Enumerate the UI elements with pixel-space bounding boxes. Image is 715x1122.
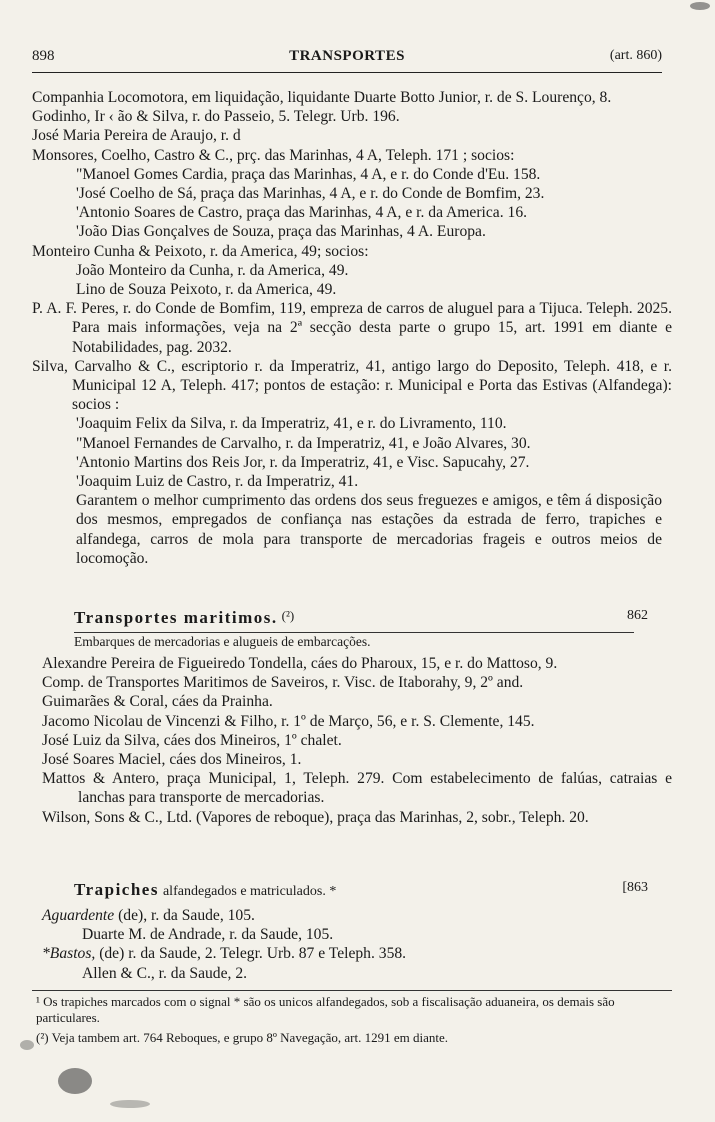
- section-rule: [74, 632, 634, 633]
- partner: 'Joaquim Felix da Silva, r. da Imperatriz, 41, e r. do Livramento, 110.: [76, 415, 507, 433]
- entry: Godinho, Ir ‹ ão & Silva, r. do Passeio, 5. Telegr. Urb. 196.: [32, 108, 400, 126]
- partner: Lino de Souza Peixoto, r. da America, 49.: [76, 281, 337, 299]
- company-note: Garantem o melhor cumprimento das ordens dos seus freguezes e amigos, e têm á disposição dos mesmos, empregados de confiança nas estações da estrada de ferro, trapiches e alfandega, carros de mola para transporte de mercadorias frageis e outros meios de locomoção.: [76, 492, 662, 567]
- partner: "Manoel Fernandes de Carvalho, r. da Imperatriz, 41, e João Alvares, 30.: [76, 434, 531, 452]
- trapiches-heading: [74, 880, 674, 900]
- trapiche-address: (de), r. da Saude, 105.: [114, 907, 255, 924]
- entry: Wilson, Sons & C., Ltd. (Vapores de reboque), praça das Marinhas, 2, sobr., Teleph. 20.: [42, 808, 589, 826]
- article-reference: (art. 860): [609, 48, 662, 63]
- footnote: (²) Veja tambem art. 764 Reboques, e grupo 8º Navegação, art. 1291 em diante.: [36, 1030, 449, 1045]
- transportes-list: [32, 88, 672, 568]
- trapiche-name: Aguardente: [42, 907, 115, 924]
- trapiche-address: (de) r. da Saude, 2. Telegr. Urb. 87 e Teleph. 358.: [95, 945, 407, 963]
- trapiche-address: Allen & C., r. da Saude, 2.: [82, 964, 248, 982]
- entry: Silva, Carvalho & C., escriptorio r. da Imperatriz, 41, antigo largo do Deposito, Teleph. 418, e r. Municipal 12 A, Teleph. 417; pontos de estação: r. Municipal e Porta das Estivas (Alfandega): socios :: [32, 357, 672, 414]
- entry: José Maria Pereira de Araujo, r. d: [32, 127, 241, 145]
- footnote: ¹ Os trapiches marcados com o signal * são os unicos alfandegados, sob a fiscalisação aduaneira, os demais são particulares.: [36, 994, 615, 1025]
- section-subtitle: alfandegados e matriculados. *: [162, 884, 337, 899]
- section-title: Transportes maritimos.: [74, 608, 278, 627]
- page-title: TRANSPORTES: [289, 48, 405, 64]
- ink-smudge: [20, 1040, 34, 1050]
- entry: Guimarães & Coral, cáes da Prainha.: [42, 693, 273, 711]
- partner: 'Antonio Soares de Castro, praça das Marinhas, 4 A, e r. da America. 16.: [76, 204, 528, 222]
- entry: P. A. F. Peres, r. do Conde de Bomfim, 119, empreza de carros de aluguel para a Tijuca. Teleph. 2025. Para mais informações, veja na 2ª secção desta parte o grupo 15, art. 1991 em diante e Notabilidades, pag. 2032.: [32, 300, 672, 356]
- section-number: [863: [622, 880, 648, 895]
- partner: 'Joaquim Luiz de Castro, r. da Imperatriz, 41.: [76, 473, 359, 491]
- entry: Mattos & Antero, praça Municipal, 1, Teleph. 279. Com estabelecimento de falúas, catraias e lanchas para transporte de mercadorias.: [42, 770, 672, 807]
- entry: Alexandre Pereira de Figueiredo Tondella, cáes do Pharoux, 15, e r. do Mattoso, 9.: [42, 655, 558, 672]
- ink-smudge: [58, 1068, 92, 1094]
- entry: Monteiro Cunha & Peixoto, r. da America, 49; socios:: [32, 242, 369, 260]
- entry: Comp. de Transportes Maritimos de Saveiros, r. Visc. de Itaborahy, 9, 2º and.: [42, 674, 524, 692]
- partner: 'José Coelho de Sá, praça das Marinhas, 4 A, e r. do Conde de Bomfim, 23.: [76, 185, 545, 203]
- footnote-rule: [32, 990, 672, 991]
- entry: Companhia Locomotora, em liquidação, liquidante Duarte Botto Junior, r. de S. Lourenço, 8.: [32, 89, 612, 106]
- partner: "Manoel Gomes Cardia, praça das Marinhas, 4 A, e r. do Conde d'Eu. 158.: [76, 165, 541, 183]
- maritimos-heading: [74, 608, 674, 628]
- partner: 'João Dias Gonçalves de Souza, praça das Marinhas, 4 A. Europa.: [76, 223, 486, 241]
- trapiche-address: Duarte M. de Andrade, r. da Saude, 105.: [82, 926, 334, 944]
- entry: [42, 944, 672, 963]
- footnotes: [32, 994, 672, 1046]
- partner: 'Antonio Martins dos Reis Jor, r. da Imperatriz, 41, e Visc. Sapucahy, 27.: [76, 453, 530, 471]
- page-header: [32, 48, 662, 68]
- trapiches-list: [42, 906, 672, 983]
- partner: João Monteiro da Cunha, r. da America, 49.: [76, 261, 349, 279]
- maritimos-list: [42, 654, 672, 827]
- entry: José Soares Maciel, cáes dos Mineiros, 1.: [42, 751, 302, 769]
- section-description: Embarques de mercadorias e alugueis de embarcações.: [74, 634, 371, 649]
- entry: Jacomo Nicolau de Vincenzi & Filho, r. 1º de Março, 56, e r. S. Clemente, 145.: [42, 712, 535, 730]
- ink-smudge: [690, 2, 710, 10]
- footnote-marker: (²): [281, 608, 295, 623]
- trapiche-name: *Bastos,: [42, 945, 96, 963]
- entry: [42, 925, 672, 944]
- ink-smudge: [110, 1100, 150, 1108]
- page-number: 898: [32, 48, 55, 64]
- entry: Monsores, Coelho, Castro & C., prç. das Marinhas, 4 A, Teleph. 171 ; socios:: [32, 146, 515, 164]
- entry: [42, 906, 672, 925]
- section-title: Trapiches: [74, 880, 159, 899]
- entry: [42, 964, 672, 983]
- section-number: 862: [627, 608, 648, 623]
- entry: José Luiz da Silva, cáes dos Mineiros, 1º chalet.: [42, 731, 342, 749]
- header-rule: [32, 72, 662, 73]
